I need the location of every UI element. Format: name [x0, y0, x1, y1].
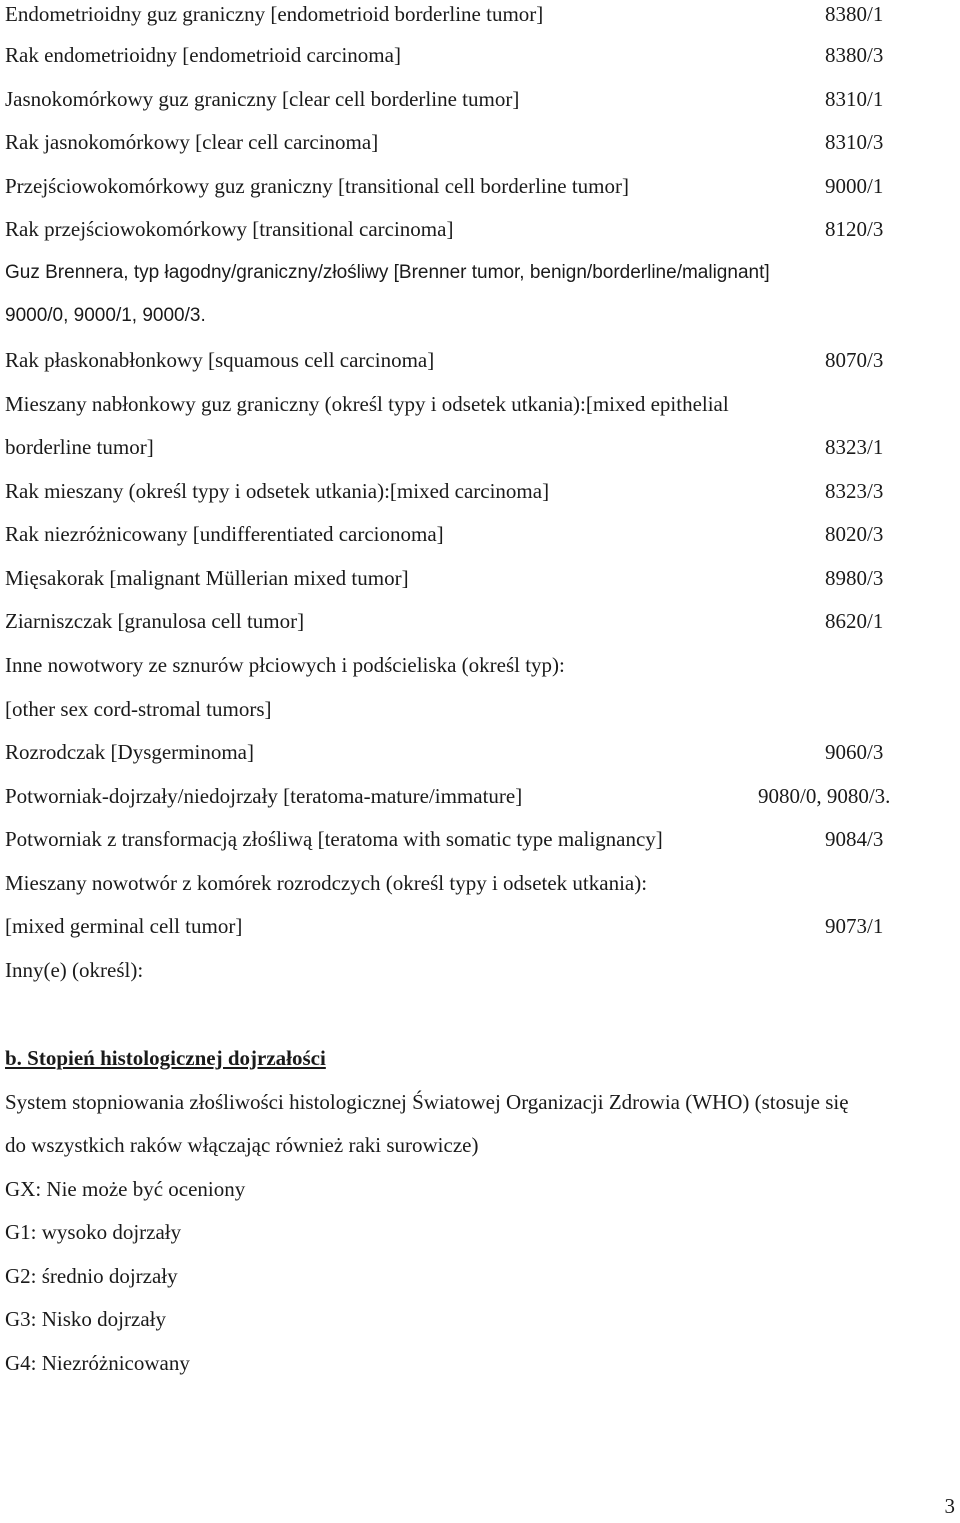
list-item: Endometrioidny guz graniczny [endometrioid borderline tumor] [5, 2, 544, 26]
section-heading: b. Stopień histologicznej dojrzałości [5, 1046, 326, 1070]
list-item: Rozrodczak [Dysgerminoma] [5, 740, 254, 764]
tumor-code: 8070/3 [825, 348, 884, 372]
tumor-code: 9080/0, 9080/3. [758, 784, 891, 808]
tumor-code: 8380/3 [825, 43, 884, 67]
tumor-code: 8620/1 [825, 609, 884, 633]
list-item: Rak niezróżnicowany [undifferentiated carcionoma] [5, 522, 444, 546]
tumor-code: 8380/1 [825, 2, 884, 26]
tumor-code: 8120/3 [825, 217, 884, 241]
tumor-code: 8310/3 [825, 130, 884, 154]
paragraph-line: do wszystkich raków włączając również raki surowicze) [5, 1133, 479, 1157]
tumor-code: 9000/1 [825, 174, 884, 198]
list-item: Ziarniszczak [granulosa cell tumor] [5, 609, 305, 633]
tumor-code: 9084/3 [825, 827, 884, 851]
tumor-code: 8323/3 [825, 479, 884, 503]
grade-item: G2: średnio dojrzały [5, 1264, 178, 1288]
list-item: Potworniak-dojrzały/niedojrzały [teratoma-mature/immature] [5, 784, 523, 808]
grade-item: GX: Nie może być oceniony [5, 1177, 246, 1201]
list-item: Mieszany nowotwór z komórek rozrodczych (określ typy i odsetek utkania): [5, 871, 648, 895]
list-item: Potworniak z transformacją złośliwą [teratoma with somatic type malignancy] [5, 827, 663, 851]
tumor-code: 8020/3 [825, 522, 884, 546]
list-item: Mieszany nabłonkowy guz graniczny (określ typy i odsetek utkania):[mixed epithelial [5, 392, 729, 416]
list-item: [mixed germinal cell tumor] [5, 914, 243, 938]
list-item: Guz Brennera, typ łagodny/graniczny/złośliwy [Brenner tumor, benign/borderline/malignant] [5, 262, 770, 283]
tumor-code: 9073/1 [825, 914, 884, 938]
list-item: borderline tumor] [5, 435, 154, 459]
list-item: Jasnokomórkowy guz graniczny [clear cell borderline tumor] [5, 87, 520, 111]
list-item: [other sex cord-stromal tumors] [5, 697, 272, 721]
list-item: Inne nowotwory ze sznurów płciowych i podścieliska (określ typ): [5, 653, 565, 677]
list-item: 9000/0, 9000/1, 9000/3. [5, 305, 206, 326]
list-item: Rak endometrioidny [endometrioid carcinoma] [5, 43, 401, 67]
grade-item: G4: Niezróżnicowany [5, 1351, 190, 1375]
grade-item: G1: wysoko dojrzały [5, 1220, 182, 1244]
list-item: Rak mieszany (określ typy i odsetek utkania):[mixed carcinoma] [5, 479, 550, 503]
list-item: Rak jasnokomórkowy [clear cell carcinoma] [5, 130, 379, 154]
paragraph-line: System stopniowania złośliwości histologicznej Światowej Organizacji Zdrowia (WHO) (stosuje się [5, 1090, 849, 1114]
list-item: Inny(e) (określ): [5, 958, 144, 982]
list-item: Mięsakorak [malignant Müllerian mixed tumor] [5, 566, 409, 590]
tumor-code: 9060/3 [825, 740, 884, 764]
page-number: 3 [944, 1494, 955, 1518]
tumor-code: 8323/1 [825, 435, 884, 459]
list-item: Rak przejściowokomórkowy [transitional carcinoma] [5, 217, 454, 241]
tumor-code: 8980/3 [825, 566, 884, 590]
grade-item: G3: Nisko dojrzały [5, 1307, 166, 1331]
list-item: Rak płaskonabłonkowy [squamous cell carcinoma] [5, 348, 435, 372]
list-item: Przejściowokomórkowy guz graniczny [transitional cell borderline tumor] [5, 174, 629, 198]
tumor-code: 8310/1 [825, 87, 884, 111]
